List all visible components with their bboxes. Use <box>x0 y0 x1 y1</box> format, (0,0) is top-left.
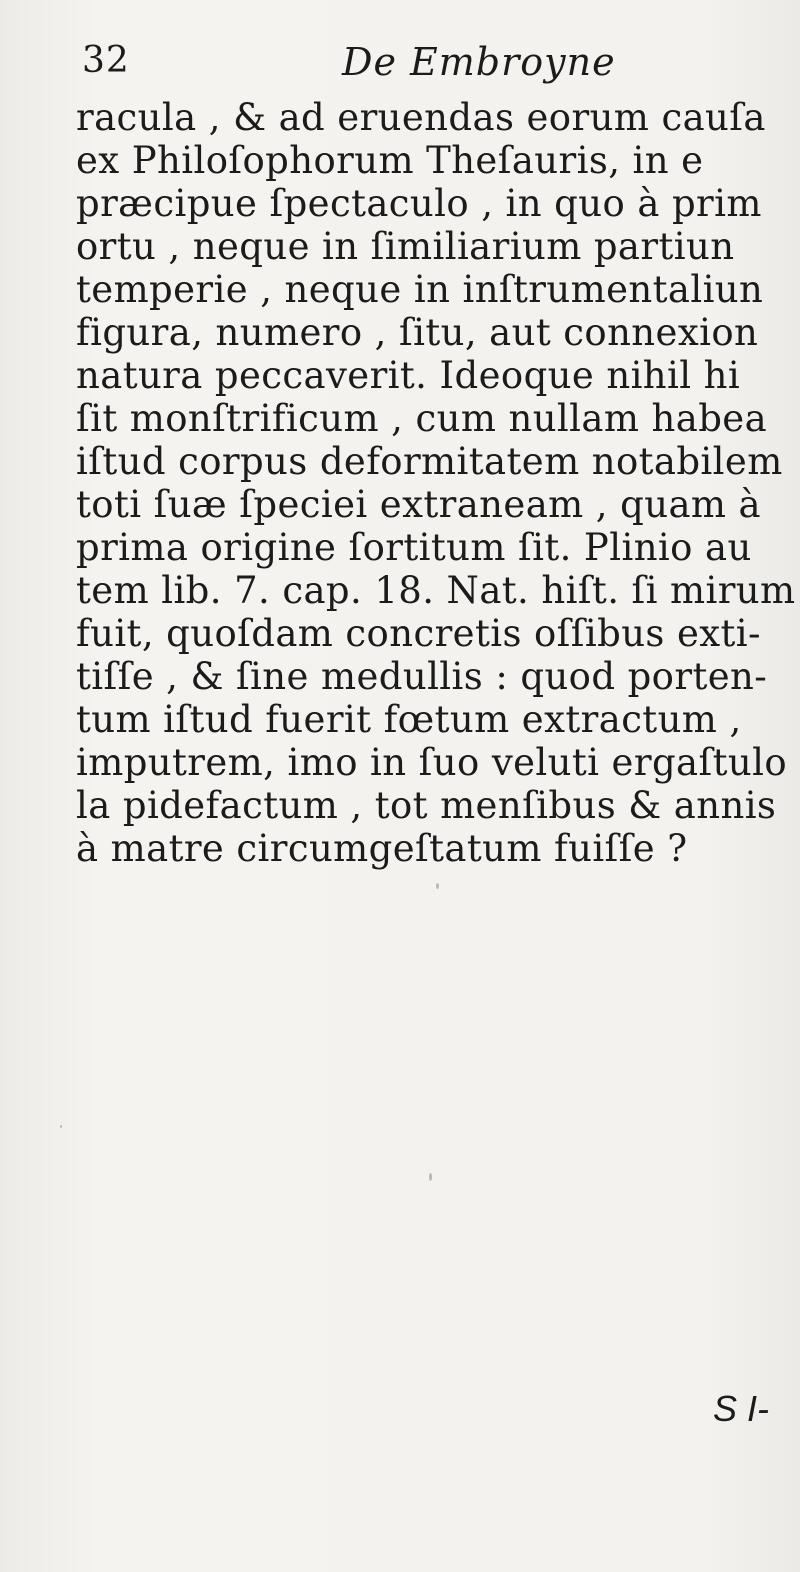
catchword: S I- <box>713 1388 770 1429</box>
text-line: fuit, quoſdam concretis oſſibus exti- <box>76 612 761 655</box>
text-line: toti ſuæ ſpeciei extraneam , quam à <box>76 483 762 526</box>
text-line: prima origine ſortitum ſit. Plinio au <box>76 526 752 569</box>
text-line: racula , & ad eruendas eorum cauſa <box>76 96 766 139</box>
running-title: De Embroyne <box>342 40 616 84</box>
text-line: iſtud corpus deformitatem notabilem <box>76 440 783 483</box>
text-line: temperie , neque in inſtrumentaliun <box>76 268 764 311</box>
text-line: figura, numero , ſitu, aut connexion <box>76 311 759 354</box>
text-line: ex Philoſophorum Theſauris, in e <box>76 139 704 182</box>
page-header <box>82 40 782 90</box>
text-line: tem lib. 7. cap. 18. Nat. hiſt. ſi mirum <box>76 569 796 612</box>
text-line: imputrem, imo in ſuo veluti ergaſtulo <box>76 741 787 784</box>
ink-speck <box>436 883 439 889</box>
text-line: ortu , neque in ſimiliarium partiun <box>76 225 735 268</box>
text-line: tum iſtud fuerit fœtum extractum , <box>76 698 742 741</box>
ink-speck <box>60 1125 62 1128</box>
page-number: 32 <box>82 40 130 81</box>
ink-speck <box>429 1173 432 1181</box>
text-line: ſit monſtrificum , cum nullam habea <box>76 397 768 440</box>
text-line: natura peccaverit. Ideoque nihil hi <box>76 354 741 397</box>
text-line: à matre circumgeſtatum fuiſſe ? <box>76 827 688 870</box>
text-line: tiſſe , & ſine medullis : quod porten- <box>76 655 768 698</box>
body-text <box>76 96 800 870</box>
text-line: præcipue ſpectaculo , in quo à prim <box>76 182 762 225</box>
text-line: la pidefactum , tot menſibus & annis <box>76 784 777 827</box>
